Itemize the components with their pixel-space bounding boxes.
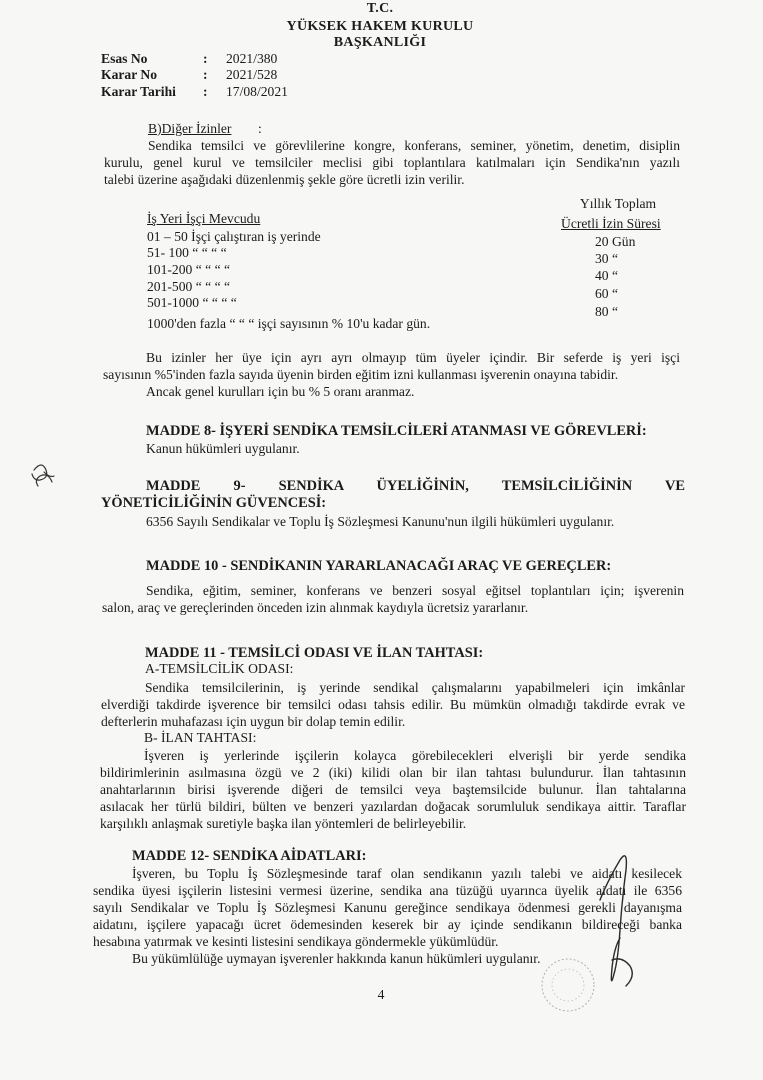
- section-b-line6: Ancak genel kurulları için bu % 5 oranı aranmaz.: [146, 384, 415, 399]
- madde-11-b-line3: anahtarlarının birisi işverende diğeri de temsilci veya baştemsilcide bulunur. İlan tahtalarına: [100, 782, 686, 797]
- section-b-line1: Sendika temsilci ve görevlilerine kongre, konferans, seminer, yönetim, denetim, disiplin: [148, 138, 680, 153]
- tarih-value: 17/08/2021: [226, 84, 288, 99]
- row-right-5: 80 “: [595, 304, 619, 319]
- madde-10-line2: salon, araç ve gereçlerinden önceden izin alınmak kaydıyla ücretsiz yararlanır.: [102, 600, 529, 615]
- tarih-label: Karar Tarihi: [101, 84, 176, 99]
- row-left-6: 1000'den fazla “ “ “ işçi sayısının % 10'u kadar gün.: [147, 316, 431, 331]
- page-number: 4: [377, 987, 385, 1002]
- madde-12-line1: İşveren, bu Toplu İş Sözleşmesinde taraf olan sendikanın yazılı talebi ve aidatı kesilecek: [132, 866, 682, 881]
- madde-11-a-line1: Sendika temsilcilerinin, iş yerinde sendikal çalışmalarını yapabilmeleri için imkânlar: [145, 680, 685, 695]
- row-right-2: 30 “: [595, 251, 619, 266]
- madde-12-line6: Bu yükümlülüğe uymayan işverenler hakkında kanun hükümleri uygulanır.: [132, 951, 541, 966]
- header-institution: YÜKSEK HAKEM KURULU: [286, 19, 474, 34]
- col-right-head2: Ücretli İzin Süresi: [561, 216, 661, 231]
- section-b-colon: :: [258, 121, 262, 136]
- margin-initials: [32, 465, 54, 486]
- esas-value: 2021/380: [226, 51, 278, 66]
- madde-9-title-line1: MADDE 9- SENDİKA ÜYELİĞİNİN, TEMSİLCİLİĞİNİN VE: [146, 478, 685, 494]
- madde-11-a-line2: elverdiği takdirde işverence bir temsilci odası tahsis edilir. Bu mümkün olmadığı takdirde evrak ve: [101, 697, 685, 712]
- row-right-3: 40 “: [595, 268, 619, 283]
- madde-11-b-title: B- İLAN TAHTASI:: [144, 730, 257, 745]
- madde-11-a-title: A-TEMSİLCİLİK ODASI:: [145, 661, 294, 676]
- madde-8-body: Kanun hükümleri uygulanır.: [146, 441, 300, 456]
- madde-11-b-line4: asılacak her türlü bildiri, bülten ve benzeri yazılardan doğacak sorumluluk sendikaya aittir. Taraflar: [100, 799, 686, 814]
- madde-11-a-line3: defterlerin muhafazası için uygun bir dolap temin edilir.: [101, 714, 406, 729]
- madde-9-body: 6356 Sayılı Sendikalar ve Toplu İş Sözleşmesi Kanunu'nun ilgili hükümleri uygulanır.: [146, 514, 615, 529]
- signature-mark: [600, 856, 632, 986]
- madde-12-line2: sendika üyesi işçilerin listesini vermesi üzerine, sendika ana tüzüğü uyarınca üyelik aidatı ile 6356: [93, 883, 682, 898]
- karar-sep: :: [203, 67, 208, 82]
- esas-label: Esas No: [101, 51, 148, 66]
- row-left-4: 201-500 “ “ “ “: [147, 279, 231, 294]
- row-left-5: 501-1000 “ “ “ “: [147, 295, 237, 310]
- header-tc: T.C.: [366, 1, 394, 16]
- header-presidency: BAŞKANLIĞI: [333, 35, 427, 50]
- round-stamp: [542, 959, 594, 1011]
- madde-12-line5: hesabına yatırmak ve kesinti listesini sendikaya göndermekle yükümlüdür.: [93, 934, 499, 949]
- section-b-line2: kurulu, genel kurul ve temsilciler meclisi gibi toplantılara katılmaları için Sendika'nın yazılı: [104, 155, 680, 170]
- karar-value: 2021/528: [226, 67, 278, 82]
- row-left-1: 01 – 50 İşçi çalıştıran iş yerinde: [147, 229, 321, 244]
- col-left-head: İş Yeri İşçi Mevcudu: [147, 211, 261, 226]
- row-left-2: 51- 100 “ “ “ “: [147, 245, 227, 260]
- section-b-title: B)Diğer İzinler: [148, 121, 232, 136]
- section-b-line4: Bu izinler her üye için ayrı ayrı olmayıp tüm üyeler içindir. Bir seferde iş yeri işçi: [146, 350, 680, 365]
- row-right-4: 60 “: [595, 286, 619, 301]
- tarih-sep: :: [203, 84, 208, 99]
- madde-12-title: MADDE 12- SENDİKA AİDATLARI:: [132, 848, 367, 864]
- madde-10-title: MADDE 10 - SENDİKANIN YARARLANACAĞI ARAÇ VE GEREÇLER:: [146, 558, 612, 574]
- madde-11-b-line5: karşılıklı anlaşmak suretiyle başka ilan yöntemleri de belirleyebilir.: [100, 816, 467, 831]
- madde-11-b-line2: bildirimlerinin asılmasına özgü ve 2 (iki) kilidi olan bir ilan tahtası bulundurur. İlan tahtasının: [100, 765, 686, 780]
- karar-label: Karar No: [101, 67, 158, 82]
- madde-9-title-line2: YÖNETİCİLİĞİNİN GÜVENCESİ:: [101, 495, 327, 511]
- row-right-1: 20 Gün: [595, 234, 636, 249]
- section-b-line5: sayısının %5'inden fazla sayıda üyenin birden eğitim izni kullanması işverenin onayına tabidir.: [103, 367, 619, 382]
- esas-sep: :: [203, 51, 208, 66]
- section-b-line3: talebi üzerine aşağıdaki düzenlenmiş şekle göre ücretli izin verilir.: [104, 172, 465, 187]
- madde-12-line4: aidatını, işçilere yapacağı ücret ödemesinden keserek bir ay içinde sendikanın bildireceği banka: [93, 917, 682, 932]
- madde-12-line3: sayılı Sendikalar ve Toplu İş Sözleşmesi Kanunu gereğince sendikaya ödenmesi gerekli dayanışma: [93, 900, 682, 915]
- madde-8-title: MADDE 8- İŞYERİ SENDİKA TEMSİLCİLERİ ATANMASI VE GÖREVLERİ:: [146, 423, 647, 439]
- row-left-3: 101-200 “ “ “ “: [147, 262, 231, 277]
- madde-10-line1: Sendika, eğitim, seminer, konferans ve benzeri sosyal eğitsel toplantıları için; işverenin: [146, 583, 684, 598]
- col-right-head1: Yıllık Toplam: [579, 196, 657, 211]
- madde-11-b-line1: İşveren iş yerlerinde işçilerin kolayca görebilecekleri elverişli bir yerde sendika: [144, 748, 686, 763]
- madde-11-title: MADDE 11 - TEMSİLCİ ODASI VE İLAN TAHTASI:: [145, 645, 484, 661]
